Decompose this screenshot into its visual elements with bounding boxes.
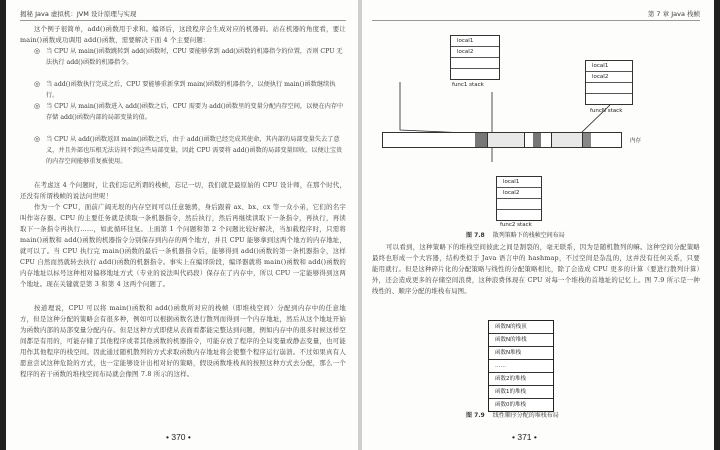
bullet-item: ◎ 当 CPU 从 main()函数进入 add()函数之后，CPU 需要为 add()函数里的变量分配内存空间，以便在内存中存储 add()函数内部的局部变量的值。	[34, 102, 344, 121]
paragraph: 可以看到，这种策略下的堆栈空间彼此之间是割裂的，毫无联系，因为是随机散列的嘛。这种空间分配策略最终也形成一个大容器，结构类似于 Java 语言中的 hashmap，不过空间是杂乱的，这并没有任何关系，只要能用就行。但是这种碎片化的分配策略与线性的分配策略相比，除了会造成 CPU 更多的计算（要进行散列计算）外，还会造成更多的存储空间浪费，这种浪费体现在 CPU 对每一个堆栈的首地址的记忆上。图 7.9 所示是一种线性的、顺序分配的堆栈布局图。	[372, 243, 700, 295]
left-page	[6, 0, 358, 450]
memory-segment	[475, 133, 487, 147]
bullet-icon: ◎	[34, 135, 41, 143]
linear-stack-cell: 函数2的堆栈	[489, 373, 553, 386]
stack-cell	[451, 69, 499, 79]
header-rule	[20, 20, 346, 21]
funcn-stack-box	[585, 60, 633, 105]
figure-7-8	[380, 30, 680, 230]
funcn-stack-label: funcN stack	[590, 108, 623, 114]
linear-stack-cell: 函数N的栈顶	[489, 321, 553, 334]
memory-segment	[583, 133, 591, 147]
page-number: • 370 •	[166, 432, 191, 442]
memory-segment	[551, 133, 583, 147]
paragraph: 这个例子很简单，add()函数用于求和。编译后，这段程序会生成对应的机器码。站在机器的角度看，要让 main()函数成功调用 add()函数，需要解决下面 4 个主要问题：	[20, 25, 346, 44]
stack-cell: local2	[451, 47, 499, 58]
linear-stack-cell: 函数1的堆栈	[489, 386, 553, 399]
linear-stack-cell: ……	[489, 360, 553, 373]
page-number: • 371 •	[512, 432, 537, 442]
bullet-item: ◎ 当 CPU 从 main()函数跳转到 add()函数时，CPU 要能够拿到 add()函数的机器指令的位置，否则 CPU 无法执行 add()函数的机器指令。	[34, 47, 343, 66]
memory-label: 内存	[630, 138, 642, 144]
linear-stack-cell: 函数N堆栈	[489, 347, 553, 360]
header-rule	[372, 20, 700, 21]
bullet-item: ◎ 当 CPU 从 add()函数返回 main()函数之后，由于 add()函数已经完成其使命，其内部的局部变量失去了意义，并且外部也压根无法访问不到这些局部变量，因此 CPU 需要将 add()函数的局部变量回收，以便让宝贵的内存空间能够重复被使用。	[34, 135, 343, 165]
stack-cell: local1	[586, 61, 632, 72]
right-page	[362, 0, 714, 450]
figure-7-9-caption: 图 7.9 线性顺序分配的堆栈布局	[466, 412, 559, 419]
stack-cell: local2	[586, 72, 632, 83]
stack-cell	[586, 83, 632, 94]
paragraph: 在考虑这 4 个问题时，让我们忘记所谓的栈帧，忘记一切，我们就是最原始的 CPU 设计师，在那个时代，还没有所谓栈帧的说法问世呢！	[20, 181, 346, 200]
figure-7-8-caption: 图 7.8 散列策略下的栈帧空间布局	[466, 232, 565, 239]
func1-stack-box	[450, 35, 500, 80]
right-page-header: 第 7 章 Java 栈帧	[647, 10, 700, 18]
paragraph: 作为一个 CPU，面前广阔无垠的内存空间可以任意驰骋，身后跟着 ax、bx、cx 等一众小弟，它们的名字叫作寄存器。CPU 的主要任务就是读取一条机器指令，然后执行，然后再继续读取下一条指令，再执行，再读取下一条指令再执行……，如此循环往复。上面第 1 个问题和第 2 个问题比较好解决，当加载程序时，只需将 main()函数和 add()函数的机器指令分别保存到内存的两个地方，并且 CPU 能够拿到这两个地方的内存地址，就可以了。当 CPU 执行完 main()函数的最后一条机器指令后，能够得到 add()函数的第一条机器指令，这样 CPU 自然而然就转去执行 add()函数的机器指令。事实上在编译阶段，编译器就将 main()函数和 add()函数的内存地址以标号这种相对偏移地址方式（专业的说法叫代码段）保存在了内存中，所以 CPU 一定能够得到这两个地址。现在关键就是第 3 和第 4 这两个问题了。	[20, 203, 347, 288]
memory-bar	[382, 132, 622, 148]
func2-stack-box	[496, 176, 542, 221]
memory-segment	[487, 133, 525, 147]
linear-stack-cell: 函数N的堆栈	[489, 334, 553, 347]
stack-cell	[497, 210, 541, 220]
bullet-icon: ◎	[34, 80, 41, 88]
bullet-icon: ◎	[34, 47, 41, 55]
left-page-header: 揭秘 Java 虚拟机：JVM 设计原理与实现	[20, 10, 137, 18]
stack-cell	[586, 94, 632, 104]
bullet-icon: ◎	[34, 102, 41, 110]
stack-cell: local2	[497, 188, 541, 199]
func1-stack-label: func1 stack	[452, 82, 484, 88]
linear-stack-cell: 函数0的堆栈	[495, 402, 526, 408]
stack-cell: local1	[451, 36, 499, 47]
stack-cell: local1	[497, 177, 541, 188]
figure-7-9-linear-stack	[488, 320, 554, 412]
stack-cell	[451, 58, 499, 69]
stack-cell	[497, 199, 541, 210]
memory-segment	[533, 133, 541, 147]
paragraph: 按道理说，CPU 可以将 main()函数和 add()函数所对应的栈帧（即堆栈空间）分配到内存中的任意地方，但是这种分配的策略会有很多种，例如可以根据函数名进行散列而得到一个内存地址，然后从这个地址开始为函数内部的局部变量分配内存。但是这种方式即使从表面看都能完整达到问题，例如内存中的很多时候这样空间都是有用的，可能存储了其他程序或者其他函数的机器指令，可能存放了程序的全局变量或静态变量，也可能用作其他程序的栈空间。因此通过随机散列的方式求取函数内存地址将会使整个程序运行崩溃。不过如果真有人愿意尝试这种危险的方式，也一定能够设计出相对好的策略，假设函数堆栈真的按照这种方式去分配，那么一个程序的若干函数的堆栈空间布局就会像图 7.8 所示的这样。	[20, 304, 346, 378]
func2-stack-label: func2 stack	[500, 222, 532, 228]
bullet-item: ◎ 当 add()函数执行完成之后，CPU 要能够重新拿到 main()函数的机器指令，以便执行 main()函数继续执行。	[34, 80, 336, 99]
